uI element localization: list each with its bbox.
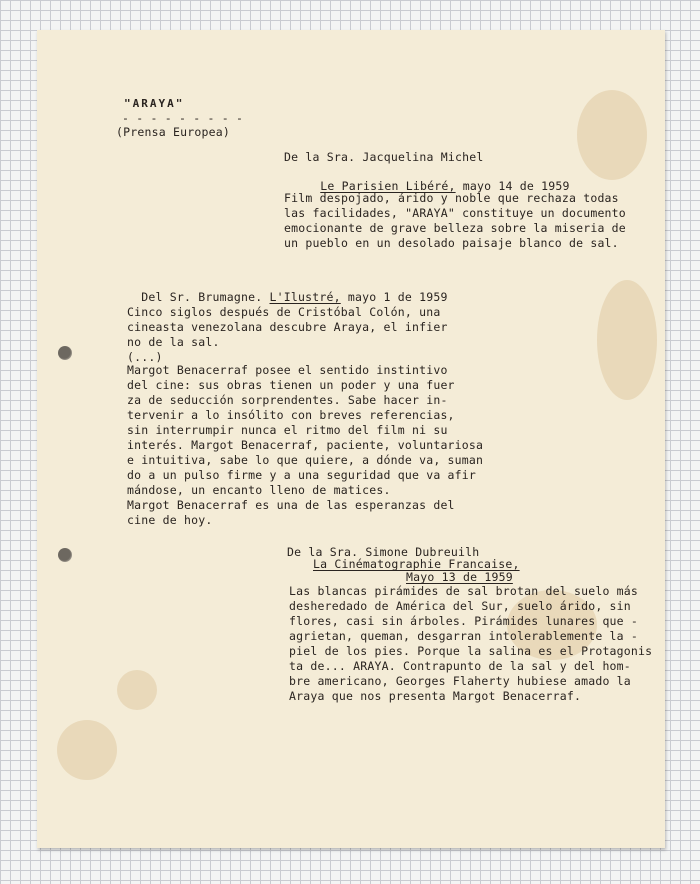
review1-source — [306, 163, 570, 194]
review1-date: mayo 14 de 1959 — [455, 178, 570, 193]
section-label: (Prensa Europea) — [116, 125, 230, 139]
paper-stain — [597, 280, 657, 400]
review3-line: flores, casi sin árboles. Pirámides lunares que - — [289, 614, 639, 628]
review3-line: agrietan, queman, desgarran intolerablemente la - — [289, 629, 639, 643]
review2-line: cineasta venezolana descubre Araya, el infier — [127, 320, 448, 334]
review3-date: Mayo 13 de 1959 — [406, 570, 513, 584]
review2-author: Del Sr. Brumagne. — [141, 289, 263, 304]
paper-stain — [57, 720, 117, 780]
review2-line: Margot Benacerraf posee el sentido instintivo — [127, 363, 448, 377]
review3-line: desheredado de América del Sur, suelo árido, sin — [289, 599, 631, 613]
review2-publication: L'Ilustré, — [269, 289, 341, 304]
review2-line: Margot Benacerraf es una de las esperanzas del — [127, 498, 455, 512]
review2-line: interés. Margot Benacerraf, paciente, voluntariosa — [127, 438, 484, 452]
review2-line: cine de hoy. — [127, 513, 213, 527]
review1-line: las facilidades, "ARAYA" constituye un documento — [284, 206, 626, 220]
review2-line: do a un pulso firme y a una seguridad que va afir — [127, 468, 477, 482]
review2-line: del cine: sus obras tienen un poder y una fuer — [127, 378, 455, 392]
paper-stain — [117, 670, 157, 710]
punch-hole — [58, 548, 72, 562]
review2-date: mayo 1 de 1959 — [340, 289, 448, 304]
review3-line: ta de... ARAYA. Contrapunto de la sal y del hom- — [289, 659, 631, 673]
review3-line: Araya que nos presenta Margot Benacerraf. — [289, 689, 582, 703]
document-title: "ARAYA" — [124, 97, 185, 110]
review3-line: piel de los pies. Porque la salina es el Protagonis — [289, 644, 653, 658]
title-rule: - - - - - - - - - — [122, 111, 244, 125]
review3-line: bre americano, Georges Flaherty hubiese amado la — [289, 674, 631, 688]
review3-publication: La Cinématographie Francaise, — [313, 557, 520, 571]
review2-source — [127, 274, 448, 305]
review3-line: Las blancas pirámides de sal brotan del suelo más — [289, 584, 639, 598]
review2-ellipsis: (...) — [127, 350, 163, 364]
paper-stain — [577, 90, 647, 180]
punch-hole — [58, 346, 72, 360]
review2-line: za de seducción sorprendentes. Sabe hacer in- — [127, 393, 448, 407]
review2-line: Cinco siglos después de Cristóbal Colón, una — [127, 305, 441, 319]
review2-line: tervenir a lo insólito con breves referencias, — [127, 408, 455, 422]
review1-line: un pueblo en un desolado paisaje blanco de sal. — [284, 236, 619, 250]
review1-publication: Le Parisien Libéré, — [320, 178, 456, 193]
review2-line: e intuitiva, sabe lo que quiere, a dónde va, suman — [127, 453, 484, 467]
review1-author: De la Sra. Jacquelina Michel — [284, 150, 484, 164]
review1-line: Film despojado, árido y noble que rechaza todas — [284, 191, 619, 205]
review2-line: mándose, un encanto lleno de matices. — [127, 483, 391, 497]
review2-line: sin interrumpir nunca el ritmo del film ni su — [127, 423, 448, 437]
review3-author: De la Sra. Simone Dubreuilh — [287, 545, 480, 559]
review1-line: emocionante de grave belleza sobre la miseria de — [284, 221, 626, 235]
review2-line: no de la sal. — [127, 335, 220, 349]
